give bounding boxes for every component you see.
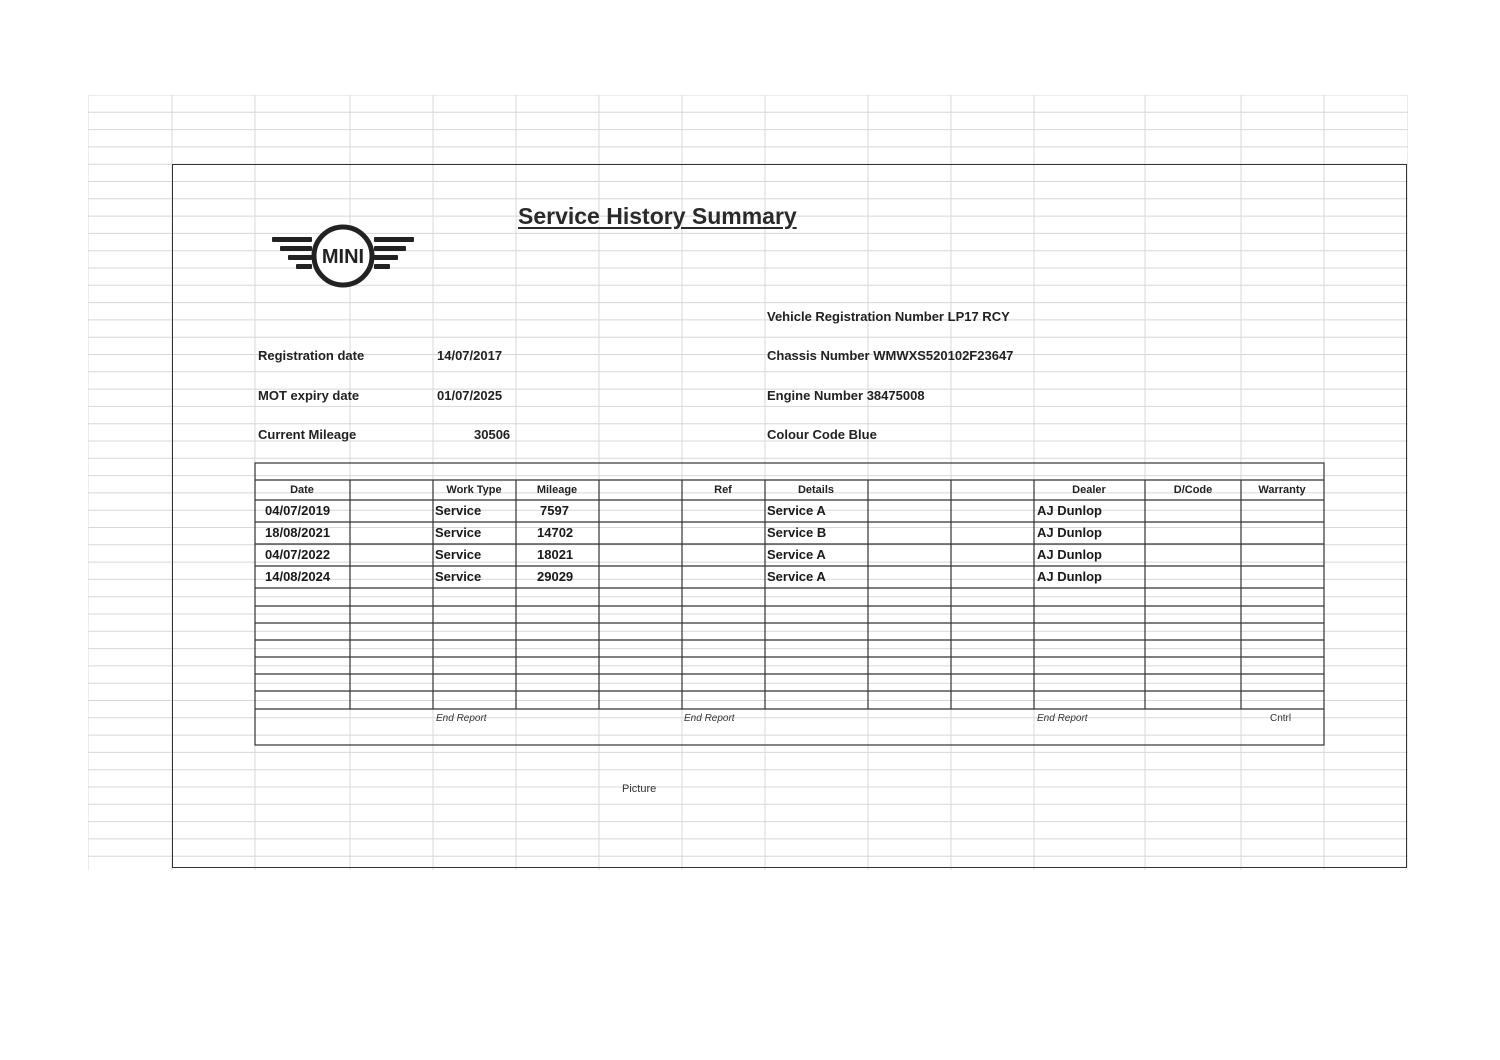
current-mileage-label: Current Mileage (258, 427, 357, 442)
chassis-number-label: Chassis Number (767, 348, 870, 363)
row-work-type: Service (435, 547, 482, 562)
row-mileage: 7597 (540, 503, 569, 518)
row-details: Service A (767, 547, 826, 562)
mini-logo-icon (270, 222, 416, 290)
row-date: 04/07/2022 (265, 547, 331, 562)
header-work-type: Work Type (446, 484, 502, 496)
engine-number-value: 38475008 (866, 388, 925, 403)
row-details: Service A (767, 569, 826, 584)
colour-code-value: Blue (848, 427, 877, 442)
vehicle-registration-value: LP17 RCY (947, 309, 1010, 324)
page-title: Service History Summary (518, 203, 797, 229)
mot-expiry-label: MOT expiry date (258, 388, 360, 403)
row-dealer: AJ Dunlop (1037, 547, 1102, 562)
colour-code-row (767, 427, 877, 442)
picture-placeholder-label: Picture (622, 783, 657, 795)
engine-number-label: Engine Number (767, 388, 864, 403)
current-mileage-value: 30506 (474, 427, 511, 442)
registration-date-label: Registration date (258, 348, 365, 363)
registration-date-value: 14/07/2017 (437, 348, 503, 363)
row-work-type: Service (435, 503, 482, 518)
header-ref: Ref (714, 484, 732, 496)
mot-expiry-value: 01/07/2025 (437, 388, 503, 403)
row-date: 18/08/2021 (265, 525, 331, 540)
chassis-number-row (767, 348, 1013, 363)
end-report-label: End Report (684, 713, 735, 724)
row-details: Service A (767, 503, 826, 518)
vehicle-registration-label: Vehicle Registration Number (767, 309, 944, 324)
row-details: Service B (767, 525, 827, 540)
row-work-type: Service (435, 525, 482, 540)
row-dealer: AJ Dunlop (1037, 569, 1102, 584)
colour-code-label: Colour Code (767, 427, 845, 442)
row-mileage: 14702 (537, 525, 574, 540)
row-date: 14/08/2024 (265, 569, 331, 584)
header-dcode: D/Code (1173, 484, 1213, 496)
row-date: 04/07/2019 (265, 503, 331, 518)
header-dealer: Dealer (1072, 484, 1106, 496)
row-dealer: AJ Dunlop (1037, 503, 1102, 518)
chassis-number-value: WMWXS520102F23647 (873, 348, 1014, 363)
cntrl-label: Cntrl (1270, 713, 1292, 724)
logo-text: MINI (321, 246, 365, 268)
header-mileage: Mileage (536, 484, 578, 496)
end-report-label: End Report (1037, 713, 1088, 724)
row-work-type: Service (435, 569, 482, 584)
engine-number-row (767, 388, 925, 403)
header-date: Date (290, 484, 314, 496)
header-details: Details (797, 484, 835, 496)
header-warranty: Warranty (1258, 484, 1306, 496)
end-report-label: End Report (436, 713, 487, 724)
row-mileage: 18021 (537, 547, 574, 562)
vehicle-registration-row (767, 309, 1010, 324)
row-dealer: AJ Dunlop (1037, 525, 1102, 540)
row-mileage: 29029 (537, 569, 574, 584)
